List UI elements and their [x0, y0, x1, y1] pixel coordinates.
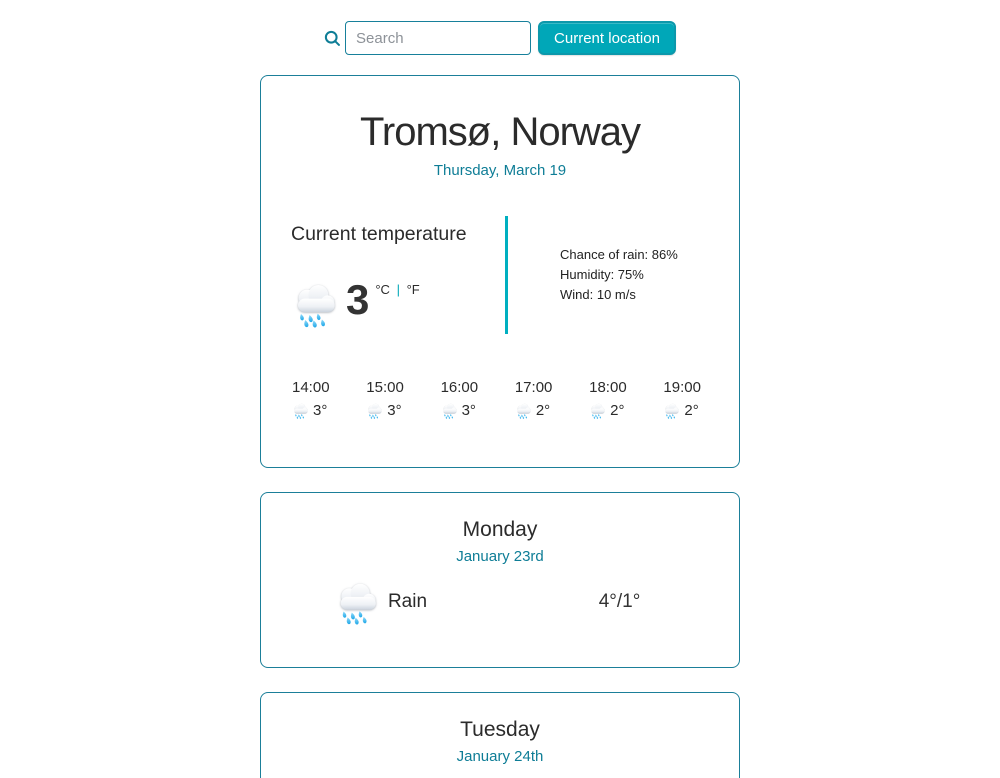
hour-temp: 2° [610, 402, 625, 419]
hour-time: 19:00 [663, 379, 701, 396]
day-forecast-row [261, 579, 739, 625]
hourly-forecast [261, 379, 739, 419]
day-title: Tuesday [460, 718, 540, 741]
temperature-row [291, 276, 505, 328]
current-location-button[interactable]: Current location [538, 21, 676, 55]
hourly-item [441, 379, 479, 419]
current-temperature-value: 3 [346, 276, 370, 323]
humidity-detail: Humidity: 75% [560, 267, 644, 282]
chance-of-rain-detail: Chance of rain: 86% [560, 247, 678, 262]
hour-time: 18:00 [589, 379, 627, 396]
wind-detail: Wind: 10 m/s [560, 287, 636, 302]
hour-temp: 2° [684, 402, 699, 419]
hourly-item [366, 379, 404, 419]
hour-temp: 3° [313, 402, 328, 419]
current-weather-card [260, 75, 740, 468]
current-conditions-section [261, 216, 739, 334]
location-title: Tromsø, Norway [359, 110, 641, 154]
high-low-temps: 4°/1° [598, 591, 641, 612]
hourly-item [589, 379, 627, 419]
current-date: Thursday, March 19 [433, 162, 567, 179]
search-icon [324, 30, 341, 47]
hour-time: 16:00 [440, 379, 479, 396]
rain-cloud-icon [366, 402, 383, 419]
rain-cloud-icon [292, 402, 309, 419]
current-temperature-block [261, 216, 505, 334]
day-title: Monday [462, 518, 538, 541]
hour-temp: 2° [535, 402, 551, 419]
rain-cloud-icon [291, 280, 339, 328]
rain-cloud-icon [441, 402, 458, 419]
forecast-card-tuesday [260, 692, 740, 778]
rain-cloud-icon [515, 402, 532, 419]
search-bar [260, 21, 740, 55]
hour-time: 17:00 [514, 379, 553, 396]
day-date: January 23rd [456, 548, 544, 565]
condition-label: Rain [387, 591, 428, 612]
rain-cloud-icon [589, 402, 606, 419]
hour-time: 15:00 [366, 379, 404, 396]
rain-cloud-icon [663, 402, 680, 419]
weather-details [508, 216, 739, 334]
search-input[interactable] [345, 21, 531, 55]
rain-cloud-icon [334, 579, 380, 625]
hourly-item [663, 379, 701, 419]
hourly-item [292, 379, 330, 419]
day-date: January 24th [456, 748, 544, 765]
hourly-item [515, 379, 553, 419]
hour-time: 14:00 [292, 379, 330, 396]
hour-temp: 3° [387, 402, 402, 419]
current-temperature-heading: Current temperature [291, 223, 467, 245]
hour-temp: 3° [461, 402, 476, 419]
weather-app [260, 0, 740, 778]
unit-toggle [375, 282, 419, 297]
day-condition [261, 579, 500, 625]
unit-separator: | [396, 282, 400, 297]
forecast-card-monday [260, 492, 740, 668]
fahrenheit-toggle[interactable]: °F [406, 282, 420, 297]
celsius-toggle[interactable]: °C [375, 282, 390, 297]
